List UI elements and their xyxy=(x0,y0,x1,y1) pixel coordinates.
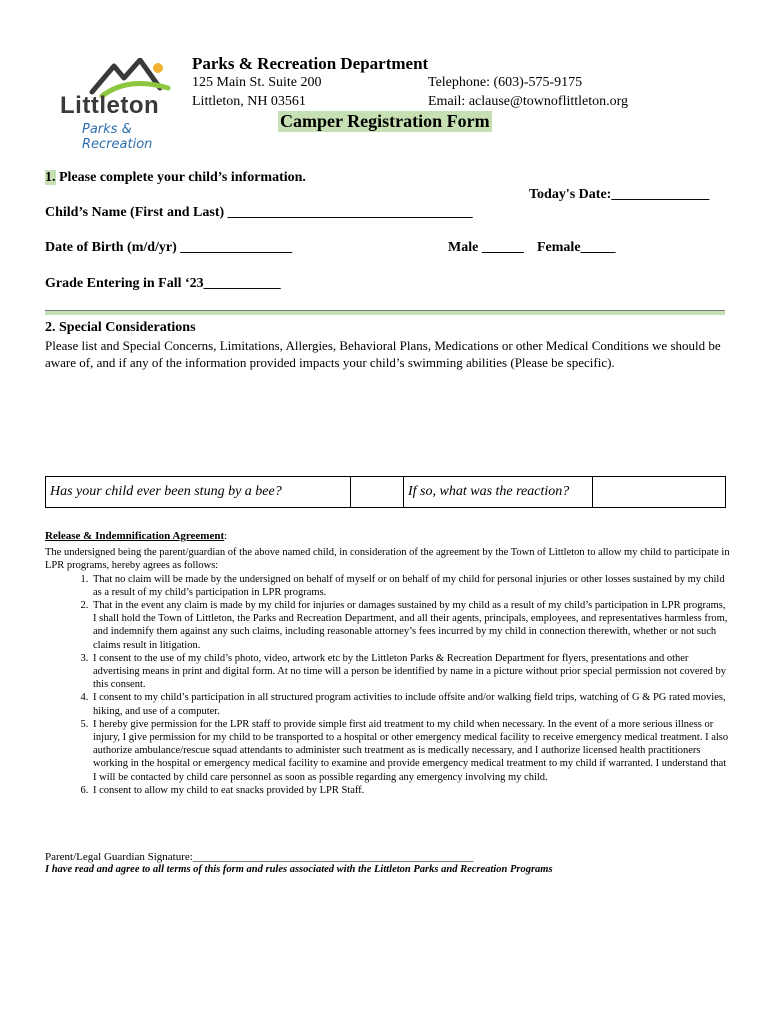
reaction-question: If so, what was the reaction? xyxy=(404,477,593,508)
section-divider xyxy=(45,310,725,315)
release-heading-colon: : xyxy=(224,531,228,542)
date-of-birth-field[interactable]: Date of Birth (m/d/yr) ________________ xyxy=(45,240,293,255)
special-considerations-area[interactable] xyxy=(45,375,726,470)
release-item: 4. I consent to my child’s participation in all structured program activities to include offsite and/or walking field trips, watching of G & PG rated movies, hiking, and use of a computer. xyxy=(91,691,730,717)
reaction-answer-cell[interactable] xyxy=(593,477,726,508)
bee-sting-answer-cell[interactable] xyxy=(351,477,404,508)
section-1-title: Please complete your child’s information. xyxy=(55,170,306,185)
agreement-statement: I have read and agree to all terms of this form and rules associated with the Littleton Parks and Recreation Programs xyxy=(45,864,553,875)
release-item: 5. I hereby give permission for the LPR staff to provide simple first aid treatment to my child when necessary. In the event of a more serious illness or injury, I give permission for my child to be transported to a hospital or other emergency medical facility to receive emergency medical treatment. I also authorize ambulance/rescue squad attendants to administer such treatment as is medically necessary, and I authorize licensed health practitioners working in the hospital or emergency medical facility to examine and provide emergency medical treatment to my child if warranted. I understand that I will be contacted by child care personnel as soon as possible regarding any emergency involving my child. xyxy=(91,718,730,784)
release-item: 6. I consent to allow my child to eat snacks provided by LPR Staff. xyxy=(91,784,730,797)
release-items xyxy=(45,573,730,797)
logo-wordmark: Littleton xyxy=(60,92,160,119)
bee-sting-table xyxy=(45,476,726,508)
female-field[interactable]: Female_____ xyxy=(537,240,616,255)
littleton-logo xyxy=(58,58,168,158)
logo-subtitle-1: Parks & xyxy=(82,122,132,137)
release-item: 2. That in the event any claim is made by my child for injuries or damages sustained by my child as a result of my child’s participation in LPR programs, I shall hold the Town of Littleton, the Parks and Recreation Department, and all their agents, principals, employees, and representatives harmless from, and indemnify them against any such claims, including reasonable attorney’s fees incurred by my child in connection therewith, whether or not such claims result in litigation. xyxy=(91,599,730,652)
child-name-field[interactable]: Child’s Name (First and Last) ___________________________________ xyxy=(45,205,473,220)
address-line-2: Littleton, NH 03561 xyxy=(192,94,306,109)
form-title: Camper Registration Form xyxy=(280,111,490,131)
address-line-1: 125 Main St. Suite 200 xyxy=(192,75,322,90)
section-1-heading xyxy=(45,170,306,186)
male-field[interactable]: Male ______ xyxy=(448,240,524,255)
telephone: Telephone: (603)-575-9175 xyxy=(428,75,583,90)
special-considerations-instructions: Please list and Special Concerns, Limitations, Allergies, Behavioral Plans, Medications or other Medical Conditions we should be aware of, and if any of the information provided impacts your child’s swimming abilities (Please be specific). xyxy=(45,338,721,370)
section-2-heading: 2. Special Considerations xyxy=(45,320,196,335)
section-1-number: 1. xyxy=(45,170,56,185)
todays-date-field[interactable]: Today's Date:______________ xyxy=(529,187,710,202)
grade-entering-field[interactable]: Grade Entering in Fall ‘23___________ xyxy=(45,276,281,291)
release-heading-line xyxy=(45,530,730,543)
release-heading: Release & Indemnification Agreement xyxy=(45,530,225,542)
email: Email: aclause@townoflittleton.org xyxy=(428,94,629,109)
department-name: Parks & Recreation Department xyxy=(192,54,429,73)
release-item: 3. I consent to the use of my child’s photo, video, artwork etc by the Littleton Parks & Recreation Department for flyers, presentations and other advertising means in print and digital form. At no time will a person be identified by name in a picture without prior special permission not covered by this consent. xyxy=(91,652,730,692)
release-intro: The undersigned being the parent/guardian of the above named child, in consideration of the agreement by the Town of Littleton to allow my child to participate in LPR programs, hereby agrees as follows: xyxy=(45,547,730,572)
guardian-signature-field[interactable]: Parent/Legal Guardian Signature:___________________________________________________ xyxy=(45,851,474,863)
logo-subtitle-2: Recreation xyxy=(82,137,153,152)
release-item: 1. That no claim will be made by the undersigned on behalf of myself or on behalf of my child for personal injuries or other losses sustained by my child as a result of my child’s participation in LPR programs. xyxy=(91,573,730,599)
bee-sting-question: Has your child ever been stung by a bee? xyxy=(46,477,351,508)
release-agreement xyxy=(45,530,730,797)
